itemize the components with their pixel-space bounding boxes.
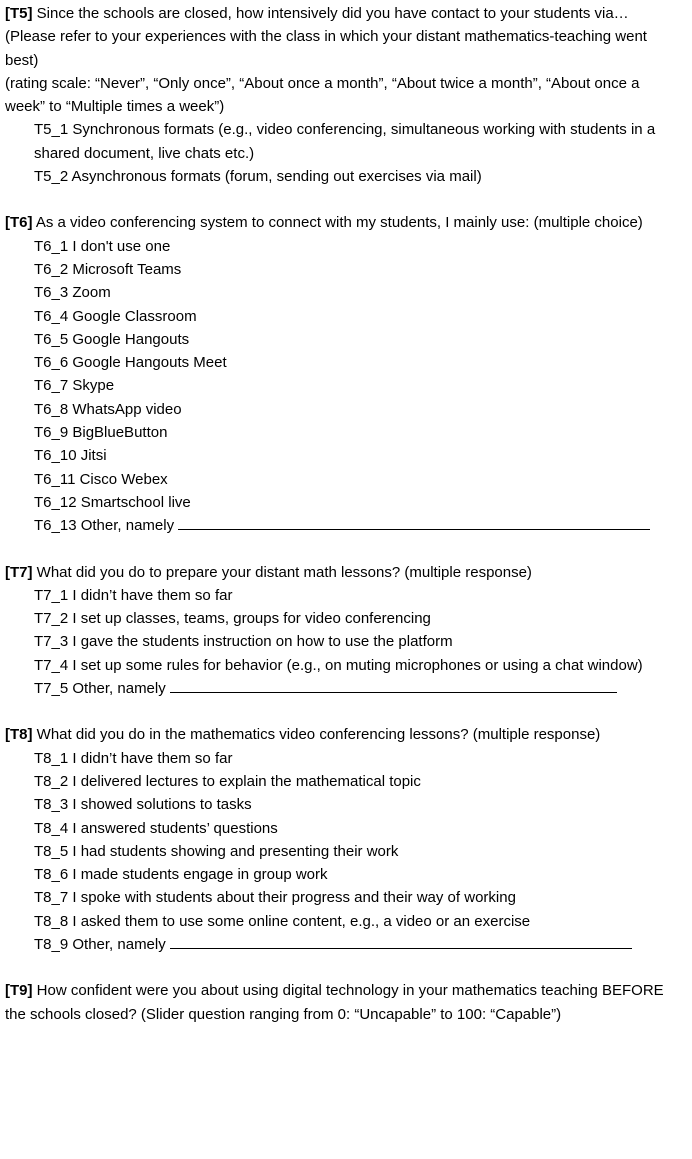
question-item: T6_6 Google Hangouts Meet: [34, 354, 227, 372]
question-item: T8_5 I had students showing and presenting their work: [34, 842, 399, 860]
question-T5: [5, 2, 666, 188]
question-intro: [5, 211, 666, 234]
question-item: T5_2 Asynchronous formats (forum, sending out exercises via mail): [34, 168, 482, 186]
question-item: T8_6 I made students engage in group work: [34, 866, 328, 884]
question-intro-text: What did you do to prepare your distant math lessons? (multiple response): [36, 563, 532, 581]
question-T7: [5, 561, 666, 701]
question-item: T7_2 I set up classes, teams, groups for video conferencing: [34, 610, 431, 628]
question-item: T6_8 WhatsApp video: [34, 400, 182, 418]
question-item-text: T6_13 Other, namely: [34, 517, 175, 535]
question-item: T8_1 I didn’t have them so far: [34, 749, 233, 767]
question-item: T6_7 Skype: [34, 377, 115, 395]
question-T9: [5, 979, 666, 1026]
question-intro-text: How confident were you about using digital technology in your mathematics teaching BEFORE the schools closed? (Slider question ranging from 0: “Uncapable” to 100: “Capable”): [5, 982, 664, 1023]
question-item: T8_8 I asked them to use some online content, e.g., a video or an exercise: [34, 912, 531, 930]
question-item: T7_1 I didn’t have them so far: [34, 586, 233, 604]
question-tag: [T6]: [5, 214, 33, 232]
fill-in-line: [170, 678, 617, 693]
fill-in-line: [170, 934, 632, 949]
question-intro-text: What did you do in the mathematics video conferencing lessons? (multiple response): [36, 726, 601, 744]
fill-in-line: [178, 515, 650, 530]
question-item-text: T7_5 Other, namely: [34, 680, 166, 698]
question-item: T7_4 I set up some rules for behavior (e.g., on muting microphones or using a chat window): [34, 656, 643, 674]
question-item: T8_2 I delivered lectures to explain the mathematical topic: [34, 772, 421, 790]
question-item: T6_4 Google Classroom: [34, 307, 197, 325]
question-tag: [T8]: [5, 726, 33, 744]
question-intro-note: (Please refer to your experiences with the class in which your distant mathematics-teaching went best): [5, 28, 647, 69]
question-item: T8_7 I spoke with students about their progress and their way of working: [34, 889, 516, 907]
question-T8: [5, 723, 666, 956]
question-T6: [5, 211, 666, 537]
question-item: T8_3 I showed solutions to tasks: [34, 796, 252, 814]
question-item: T6_9 BigBlueButton: [34, 424, 168, 442]
question-item: T7_3 I gave the students instruction on how to use the platform: [34, 633, 453, 651]
question-intro: [5, 979, 666, 1026]
question-item: T5_1 Synchronous formats (e.g., video conferencing, simultaneous working with students in a shared document, live chats etc.): [34, 121, 656, 162]
question-intro: [5, 561, 666, 584]
question-intro: [5, 723, 666, 746]
question-intro-text: Since the schools are closed, how intensively did you have contact to your students via…: [36, 5, 629, 22]
question-item: T6_10 Jitsi: [34, 447, 107, 465]
question-tag: [T7]: [5, 563, 33, 581]
question-tag: [T9]: [5, 982, 33, 1000]
question-intro: [5, 2, 666, 25]
question-item: T6_5 Google Hangouts: [34, 330, 190, 348]
question-item: T6_11 Cisco Webex: [34, 470, 168, 488]
question-item: T6_3 Zoom: [34, 284, 111, 302]
question-item: T6_1 I don't use one: [34, 237, 171, 255]
question-rating-scale: (rating scale: “Never”, “Only once”, “About once a month”, “About twice a month”, “About once a week” to “Multiple times a week”): [5, 74, 640, 116]
question-item-other: [5, 514, 666, 537]
question-item: T6_2 Microsoft Teams: [34, 260, 182, 278]
question-item-text: T8_9 Other, namely: [34, 935, 166, 953]
question-item: T8_4 I answered students’ questions: [34, 819, 278, 837]
question-item-other: [5, 677, 666, 700]
question-item: T6_12 Smartschool live: [34, 493, 191, 511]
question-item-other: [5, 933, 666, 956]
question-intro-text: As a video conferencing system to connect with my students, I mainly use: (multiple choice): [35, 214, 643, 232]
question-tag: [T5]: [5, 5, 33, 22]
